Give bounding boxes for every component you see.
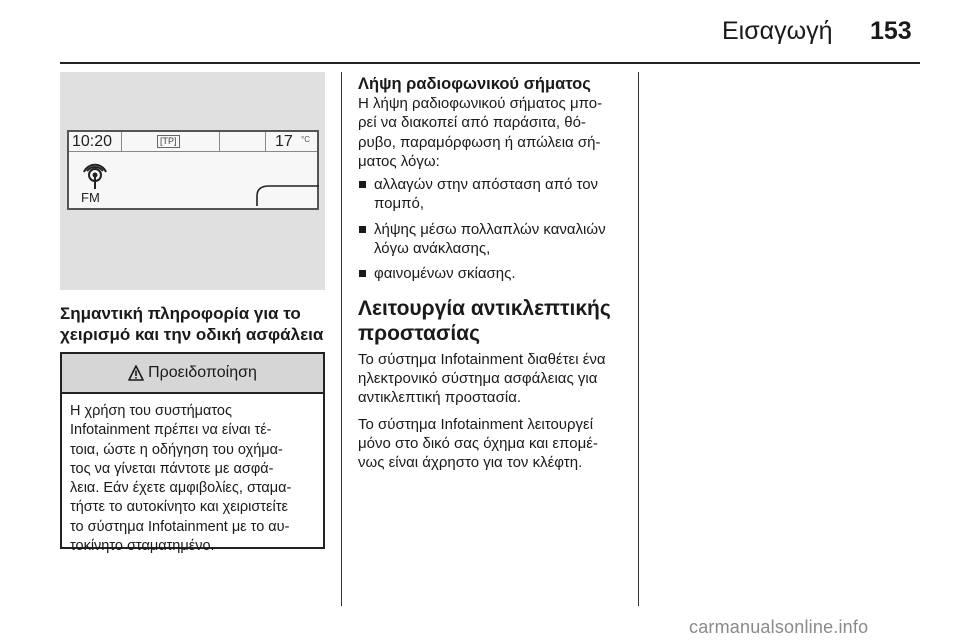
warning-triangle-icon <box>128 365 144 381</box>
warning-title: Προειδοποίηση <box>148 364 257 381</box>
page-header-title: Εισαγωγή <box>722 17 833 45</box>
right-column <box>358 74 630 472</box>
temperature-unit: °C <box>301 135 310 144</box>
page-number: 153 <box>870 17 912 45</box>
antitheft-paragraph-1: Το σύστημα Infotainment διαθέτει ένα ηλεκτρονικό σύστημα ασφάλειας για αντικλεπτική προστασία. <box>358 350 606 407</box>
list-item: λήψης μέσω πολλαπλών καναλιών λόγω ανάκλασης, <box>358 220 630 259</box>
antitheft-paragraph-2: Το σύστημα Infotainment λειτουργεί μόνο στο δικό σας όχημα και επομέ- νως είναι άχρηστο για τον κλέφτη. <box>358 415 598 472</box>
antitheft-heading: Λειτουργία αντικλεπτικής προστασίας <box>358 296 611 345</box>
warning-header <box>62 354 323 394</box>
reception-heading: Λήψη ραδιοφωνικού σήματος <box>358 75 591 93</box>
band-label: FM <box>81 190 100 205</box>
bullet-square-icon <box>359 226 366 233</box>
list-item: φαινομένων σκίασης. <box>358 264 630 283</box>
paragraph-gap <box>358 408 630 415</box>
reception-causes-list <box>358 175 630 283</box>
column-divider-left <box>341 72 342 606</box>
safety-heading: Σημαντική πληροφορία για το χειρισμό και την οδική ασφάλεια <box>60 304 324 344</box>
radio-antenna-icon <box>81 162 109 190</box>
display-curve-line <box>255 184 319 206</box>
display-status-bar <box>69 132 317 152</box>
status-divider <box>121 132 122 152</box>
traffic-program-indicator: [TP] <box>157 135 180 148</box>
display-time: 10:20 <box>72 133 113 150</box>
warning-box <box>60 352 325 555</box>
status-divider <box>219 132 220 152</box>
reception-paragraph: Η λήψη ραδιοφωνικού σήματος μπο- ρεί να διακοπεί από παράσιτα, θό- ρυβο, παραμόρφωση ή απώλεια σή- ματος λόγω: <box>358 95 603 170</box>
display-screen <box>67 130 319 210</box>
bullet-square-icon <box>359 181 366 188</box>
watermark-link[interactable]: carmanualsonline.info <box>689 617 869 637</box>
list-item: αλλαγών στην απόσταση από τον πομπό, <box>358 175 630 214</box>
warning-text: Η χρήση του συστήματος Infotainment πρέπει να είναι τέ- τοια, ώστε η οδήγηση του οχήμα- τος να γίνεται πάντοτε με ασφά- λεια. Εάν έχετε αμφιβολίες, σταμα- τήστε το αυτοκίνητο και χειριστείτε το σύστημα Infotainment με το αυ- τοκίνητο σταματημένο. <box>70 403 292 555</box>
outside-temperature: 17 <box>275 133 293 150</box>
header-rule <box>60 62 920 64</box>
column-divider-right <box>638 72 639 606</box>
display-illustration <box>60 72 325 290</box>
status-divider <box>265 132 266 152</box>
bullet-square-icon <box>359 270 366 277</box>
